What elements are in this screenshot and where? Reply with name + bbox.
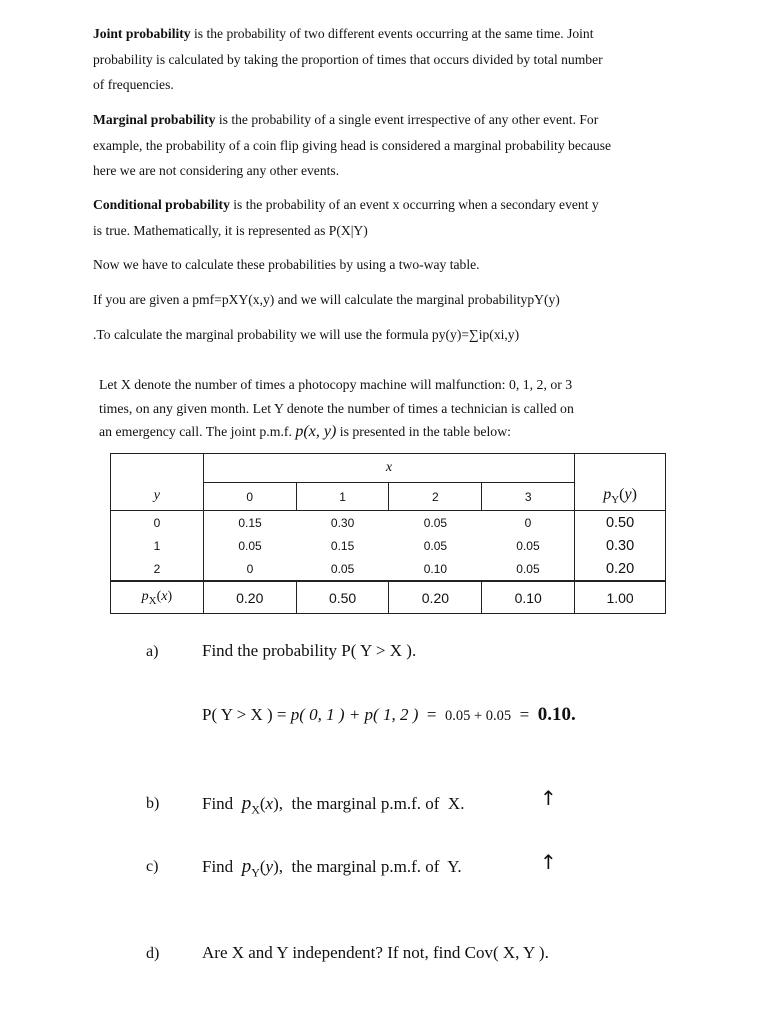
arrow-up-icon: ↑ bbox=[540, 850, 557, 874]
question-d-label: d) bbox=[146, 945, 160, 962]
px-value: 0.10 bbox=[482, 581, 575, 614]
table-cell: 0.05 bbox=[389, 511, 482, 535]
table-cell: 0 bbox=[482, 511, 575, 535]
question-a-text: Find the probability P( Y > X ). bbox=[202, 641, 417, 660]
answer-result: 0.10. bbox=[537, 704, 576, 725]
x-value: 3 bbox=[482, 483, 575, 511]
table-cell: 0 bbox=[246, 561, 254, 576]
question-b-label: b) bbox=[146, 795, 160, 812]
py-value: 0.20 bbox=[575, 557, 666, 581]
note-formula: .To calculate the marginal probability we will use the formula py(y)=∑ip(xi,y) bbox=[93, 327, 520, 342]
table-cell: 0.05 bbox=[516, 538, 540, 553]
x-value: 0 bbox=[203, 483, 296, 511]
y-value: 2 bbox=[111, 557, 204, 581]
note-two-way-table: Now we have to calculate these probabilities by using a two-way table. bbox=[93, 257, 480, 272]
joint-term: Joint probability bbox=[93, 26, 191, 41]
table-cell: 0.05 bbox=[423, 538, 448, 553]
y-header: y bbox=[111, 483, 204, 511]
arrow-up-icon: ↑ bbox=[540, 786, 557, 810]
px-value: 0.50 bbox=[296, 581, 389, 614]
note-pmf: If you are given a pmf=pXY(x,y) and we will calculate the marginal probabilitypY(y) bbox=[93, 292, 560, 307]
py-header: $p_Y(y)$ bbox=[575, 483, 666, 511]
marginal-term: Marginal probability bbox=[93, 112, 216, 127]
py-value: 0.50 bbox=[575, 511, 666, 535]
y-value: 0 bbox=[111, 511, 204, 535]
table-cell: 0.10 bbox=[423, 561, 448, 576]
question-c-text: Find $p_Y(y)$, the marginal p.m.f. of Y. bbox=[202, 856, 462, 880]
table-cell: 0.05 bbox=[238, 538, 262, 553]
conditional-term: Conditional probability bbox=[93, 197, 230, 212]
x-header: x bbox=[203, 454, 574, 483]
py-value: 0.30 bbox=[575, 534, 666, 557]
y-value: 1 bbox=[111, 534, 204, 557]
px-value: 0.20 bbox=[203, 581, 296, 614]
total-value: 1.00 bbox=[575, 581, 666, 614]
joint-pmf-notation: p(x, y) bbox=[295, 423, 337, 440]
table-cell: 0.05 bbox=[330, 561, 355, 576]
question-c-label: c) bbox=[146, 858, 159, 875]
table-cell: 0.15 bbox=[203, 511, 296, 535]
conditional-definition: Conditional probability is the probability of an event x occurring when a secondary event y is true. Mathematically, it is represented as P(X|Y) bbox=[93, 197, 599, 238]
question-b-text: Find $p_X(x)$, the marginal p.m.f. of X. bbox=[202, 793, 465, 817]
table-cell: 0.05 bbox=[516, 561, 540, 576]
joint-pmf-table bbox=[110, 453, 666, 614]
question-d-text: Are X and Y independent? If not, find Cov( X, Y ). bbox=[202, 943, 549, 962]
problem-statement: Let X denote the number of times a photocopy machine will malfunction: 0, 1, 2, or 3 times, on any given month. Let Y denote the number of times a technician is called on an emergency call. The joint p.m.f. p(x, y) is presented in the table below: bbox=[99, 377, 574, 440]
table-cell: 0.30 bbox=[296, 511, 389, 535]
x-value: 2 bbox=[389, 483, 482, 511]
marginal-definition: Marginal probability is the probability of a single event irrespective of any other event. For example, the probability of a coin flip giving head is considered a marginal probability because here we are not considering any other events. bbox=[93, 112, 612, 178]
question-a-solution: P( Y > X ) = p( 0, 1 ) + p( 1, 2 ) = 0.05 + 0.05 = 0.10. bbox=[202, 704, 576, 725]
question-a-label: a) bbox=[146, 643, 159, 660]
px-value: 0.20 bbox=[389, 581, 482, 614]
table-cell: 0.15 bbox=[330, 538, 355, 553]
blank-corner bbox=[111, 454, 204, 483]
x-value: 1 bbox=[296, 483, 389, 511]
joint-definition: Joint probability is the probability of two different events occurring at the same time. Joint probability is calculated by taking the proportion of times that occurs divided by total number of frequencies. bbox=[93, 26, 603, 92]
px-header: $p_X(x)$ bbox=[111, 581, 204, 614]
